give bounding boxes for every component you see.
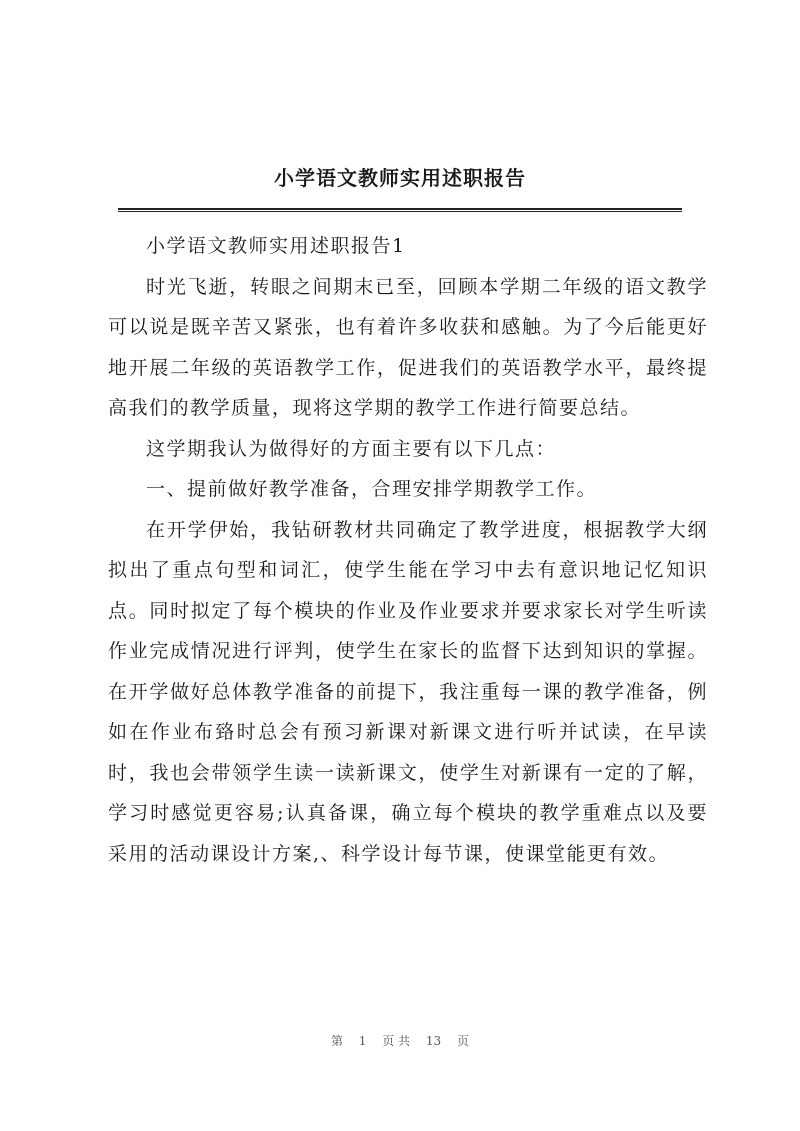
paragraph: 时光飞逝，转眼之间期末已至，回顾本学期二年级的语文教学可以说是既辛苦又紧张，也有着许多收获和感触。为了今后能更好地开展二年级的英语教学工作，促进我们的英语教学水平，最终提高我们的教学质量，现将这学期的教学工作进行简要总结。 xyxy=(108,275,708,419)
paragraph: 这学期我认为做得好的方面主要有以下几点： xyxy=(146,437,557,460)
footer-label-page: 第 xyxy=(330,1034,343,1048)
footer-total-pages: 13 xyxy=(425,1034,442,1048)
paragraph: 在开学伊始，我钻研教材共同确定了教学进度，根据教学大纲拟出了重点句型和词汇，使学生能在学习中去有意识地记忆知识点。同时拟定了每个模块的作业及作业要求并要求家长对学生听读作业完成情况进行评判，使学生在家长的监督下达到知识的掌握。在开学做好总体教学准备的前提下，我注重每一课的教学准备，例如在作业布臵时总会有预习新课对新课文进行听并试读，在早读时，我也会带领学生读一读新课文，使学生对新课有一定的了解，学习时感觉更容易;认真备课，确立每个模块的教学重难点以及要采用的活动课设计方案,、科学设计每节课，使课堂能更有效。 xyxy=(108,518,708,865)
footer-current-page: 1 xyxy=(358,1034,367,1048)
section-heading: 小学语文教师实用述职报告1 xyxy=(146,235,406,257)
document-body xyxy=(108,226,708,874)
footer-label-end: 页 xyxy=(457,1034,470,1048)
footer-label-of: 页 共 xyxy=(382,1034,411,1048)
paragraph: 一、提前做好教学准备，合理安排学期教学工作。 xyxy=(146,478,598,500)
title-divider xyxy=(118,208,682,212)
page-footer xyxy=(0,1031,800,1051)
page-title: 小学语文教师实用述职报告 xyxy=(274,166,526,190)
